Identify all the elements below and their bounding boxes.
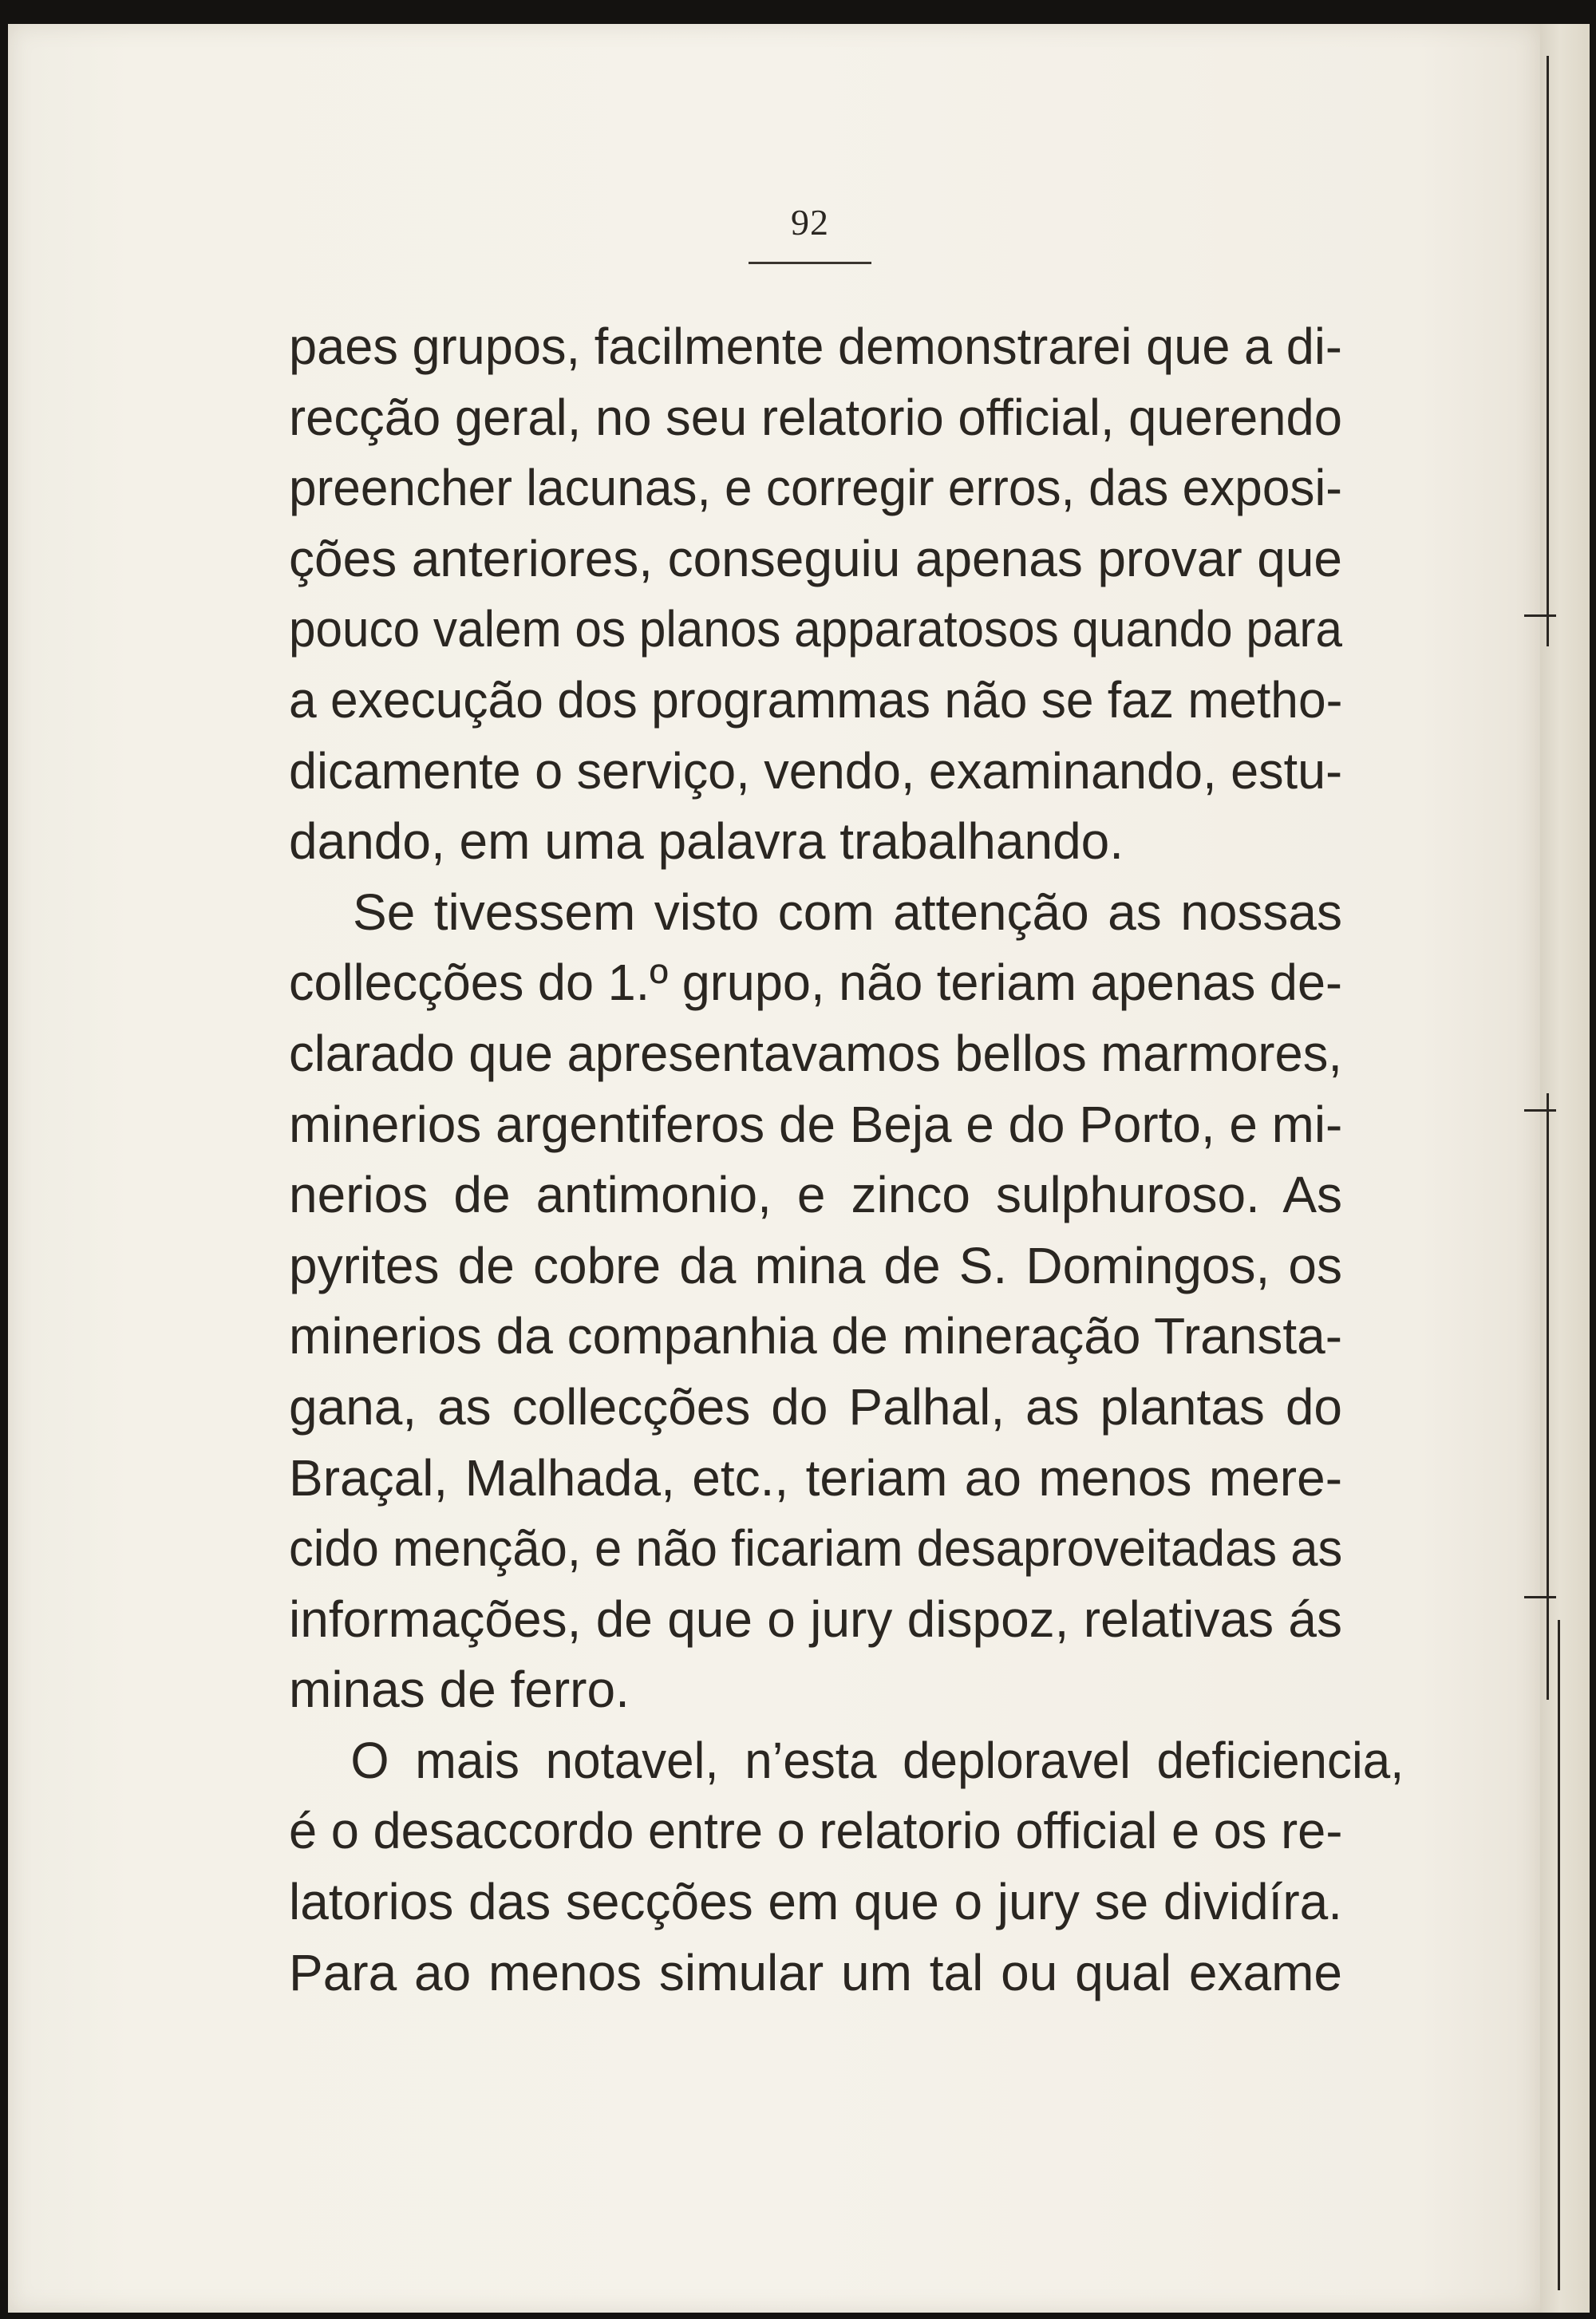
text-line: clarado que apresentavamos bellos marmores,	[289, 1024, 1342, 1082]
text-line: dando, em uma palavra trabalhando.	[289, 812, 1124, 871]
text-line: collecções do 1.º grupo, não teriam apenas de-	[289, 954, 1343, 1012]
text-line: minerios da companhia de mineração Transta-	[289, 1307, 1342, 1365]
edge-margin-line	[1547, 1093, 1549, 1700]
text-line: pouco valem os planos apparatosos quando para	[289, 600, 1342, 658]
text-line: Braçal, Malhada, etc., teriam ao menos mere-	[289, 1448, 1342, 1507]
text-line: gana, as collecções do Palhal, as plantas do	[289, 1377, 1342, 1436]
text-line: Para ao menos simular um tal ou qual exame	[289, 1943, 1342, 2001]
text-line: minerios argentiferos de Beja e do Porto, e mi-	[289, 1095, 1342, 1153]
body-text	[289, 311, 1404, 2008]
book-page	[8, 24, 1540, 2313]
text-line: paes grupos, facilmente demonstrarei que a di-	[289, 318, 1342, 375]
edge-tick-mark	[1524, 614, 1556, 617]
text-line: recção geral, no seu relatorio official, querendo	[289, 388, 1342, 446]
page-number-rule	[749, 262, 871, 264]
text-line: pyrites de cobre da mina de S. Domingos, os	[289, 1236, 1342, 1294]
text-line: O mais notavel, n’esta deploravel deficiencia,	[350, 1731, 1404, 1789]
text-line: Se tivessem visto com attenção as nossas	[353, 883, 1342, 941]
text-line: ções anteriores, conseguiu apenas provar que	[289, 529, 1342, 587]
page-number: 92	[791, 202, 829, 243]
text-line: informações, de que o jury dispoz, relativas ás	[289, 1590, 1342, 1648]
adjacent-page-edge	[1540, 24, 1590, 2313]
edge-tick-mark	[1524, 1596, 1556, 1598]
edge-margin-line	[1558, 1620, 1560, 2290]
text-line: é o desaccordo entre o relatorio official e os re-	[289, 1802, 1342, 1860]
text-line: dicamente o serviço, vendo, examinando, estu-	[289, 741, 1342, 800]
text-line: latorios das secções em que o jury se dividíra.	[289, 1873, 1342, 1931]
text-line: cido menção, e não ficariam desaproveitadas as	[289, 1519, 1343, 1578]
edge-tick-mark	[1524, 1109, 1556, 1112]
text-line: nerios de antimonio, e zinco sulphuroso. As	[289, 1166, 1342, 1224]
text-line: preencher lacunas, e corregir erros, das exposi-	[289, 459, 1342, 517]
text-line: minas de ferro.	[289, 1661, 630, 1719]
edge-margin-line	[1547, 56, 1549, 646]
text-line: a execução dos programmas não se faz metho-	[289, 670, 1343, 729]
